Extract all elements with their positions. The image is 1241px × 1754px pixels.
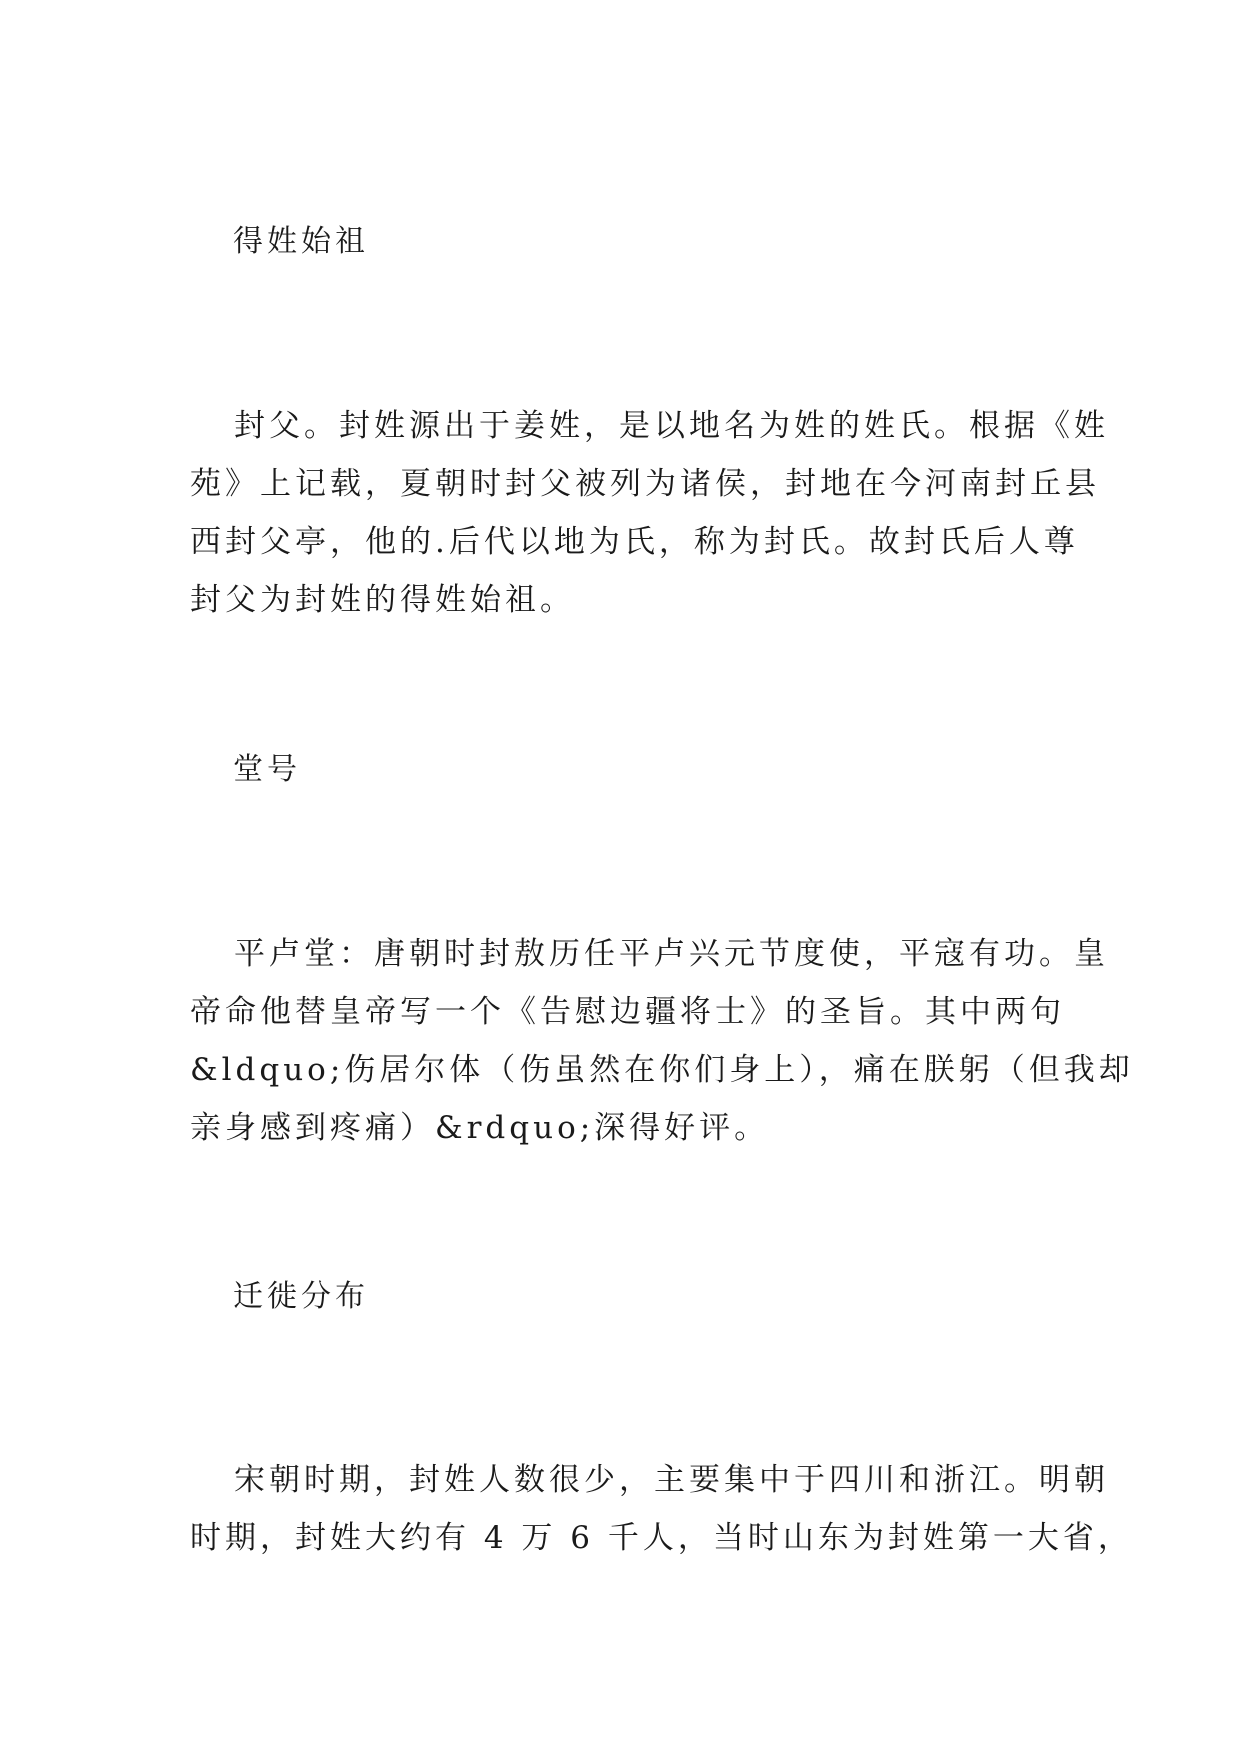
paragraph-line: 封父为封姓的得姓始祖。 xyxy=(190,582,575,618)
section-heading-hall-name: 堂号 xyxy=(233,752,301,787)
section-paragraph-ancestor xyxy=(190,397,1109,629)
section-heading-ancestor: 得姓始祖 xyxy=(233,224,369,259)
paragraph-line: 苑》上记载，夏朝时封父被列为诸侯，封地在今河南封丘县 xyxy=(190,466,1100,502)
section-paragraph-migration xyxy=(190,1451,1133,1567)
paragraph-line: 时期，封姓大约有 4 万 6 千人，当时山东为封姓第一大省， xyxy=(190,1520,1133,1556)
paragraph-line: 西封父亭，他的.后代以地为氏，称为封氏。故封氏后人尊 xyxy=(190,524,1079,560)
paragraph-line: 封父。封姓源出于姜姓，是以地名为姓的姓氏。根据《姓 xyxy=(234,408,1109,444)
paragraph-line: 宋朝时期，封姓人数很少，主要集中于四川和浙江。明朝 xyxy=(234,1462,1109,1498)
section-heading-migration: 迁徙分布 xyxy=(233,1279,369,1314)
paragraph-line: &ldquo;伤居尔体（伤虽然在你们身上），痛在朕躬（但我却 xyxy=(190,1052,1134,1088)
section-paragraph-hall-name xyxy=(190,925,1134,1157)
paragraph-line: 帝命他替皇帝写一个《告慰边疆将士》的圣旨。其中两句 xyxy=(190,994,1065,1030)
paragraph-line: 亲身感到疼痛）&rdquo;深得好评。 xyxy=(190,1110,770,1146)
paragraph-line: 平卢堂：唐朝时封敖历任平卢兴元节度使，平寇有功。皇 xyxy=(234,936,1109,972)
